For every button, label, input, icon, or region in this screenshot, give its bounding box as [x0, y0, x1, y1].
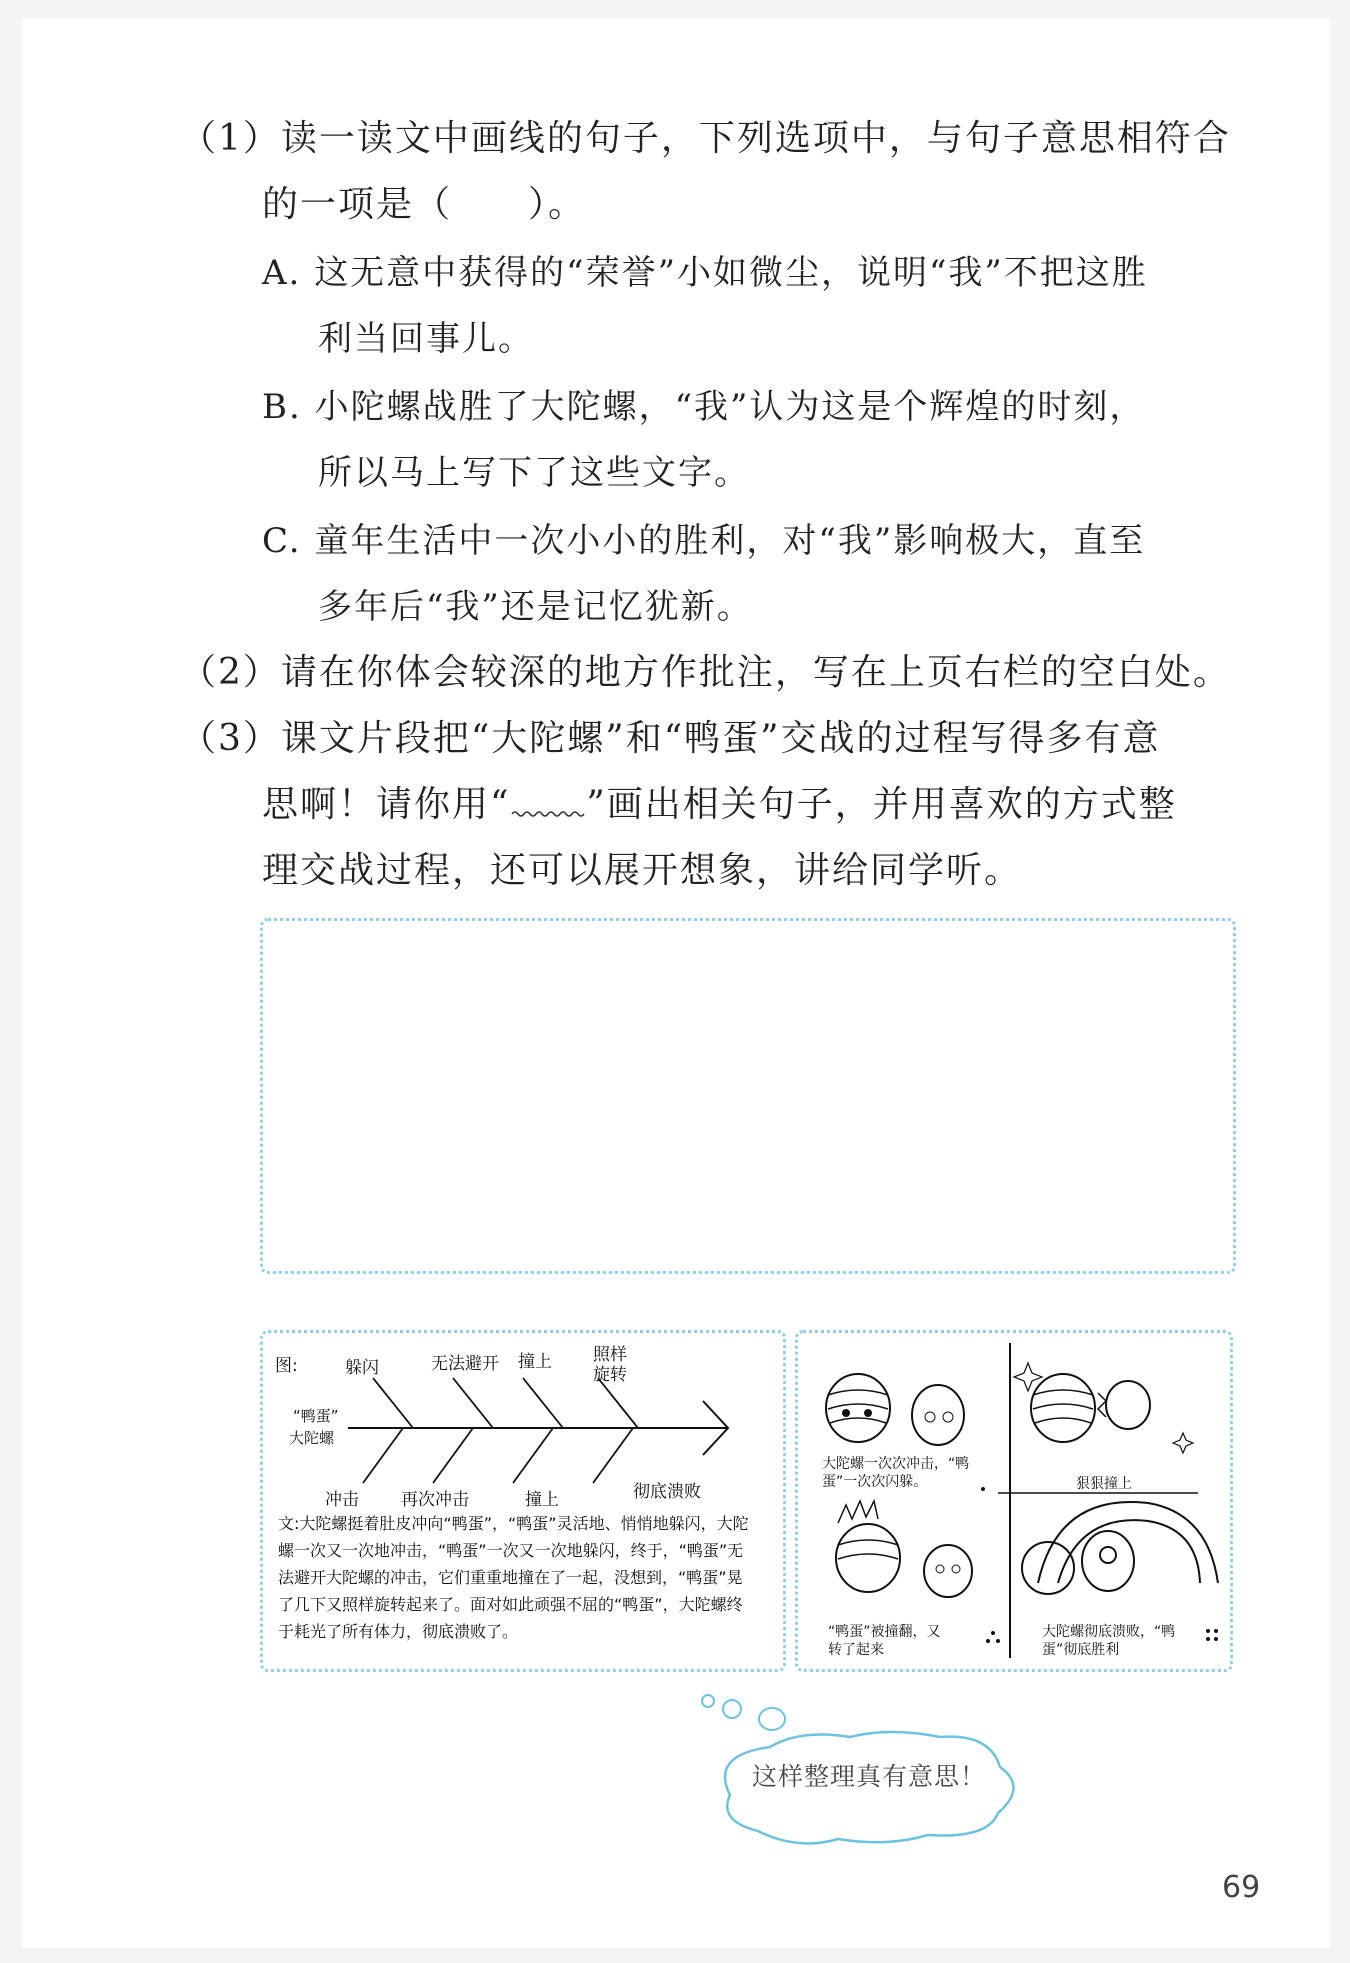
option-c-letter: C. [262, 521, 302, 561]
question-3-text: 课文片段把“大陀螺”和“鸭蛋”交战的过程写得多有意 [280, 718, 1161, 759]
option-c-line2: 多年后“我”还是记忆犹新。 [318, 587, 753, 627]
question-1-line1 [180, 106, 1231, 172]
fishbone-top-2: 无法避开 [431, 1354, 499, 1374]
comic-panels [798, 1333, 1230, 1669]
thought-bubble-text: 这样整理真有意思！ [752, 1762, 987, 1791]
option-a[interactable] [262, 240, 1148, 306]
option-b-text: 小陀螺战胜了大陀螺，“我”认为这是个辉煌的时刻， [314, 387, 1146, 427]
comic-caption-4: 大陀螺彻底溃败，“鸭蛋”彻底胜利 [1042, 1624, 1176, 1658]
question-3 [180, 706, 1161, 772]
fishbone-bottom-3: 撞上 [525, 1490, 559, 1510]
egg-drawing-icon [912, 1385, 964, 1445]
option-a-text: 这无意中获得的“荣誉”小如微尘，说明“我”不把这胜 [314, 253, 1148, 293]
option-c-text: 童年生活中一次小小的胜利，对“我”影响极大，直至 [314, 521, 1146, 561]
option-b-line2: 所以马上写下了这些文字。 [318, 453, 750, 493]
comic-caption-3: “鸭蛋”被撞翻，又转了起来 [828, 1624, 941, 1658]
fishbone-text [278, 1510, 758, 1645]
fishbone-text-body: 大陀螺挺着肚皮冲向“鸭蛋”，“鸭蛋”灵活地、悄悄地躲闪，大陀螺一次又一次地冲击，“鸭蛋”一次又一次地躲闪，终于，“鸭蛋”无法避开大陀螺的冲击，它们重重地撞在了一起，没想到，“鸭蛋”晃了几下又照样旋转起来了。面对如此顽强不屈的“鸭蛋”，大陀螺终于耗光了所有体力，彻底溃败了。 [278, 1514, 749, 1641]
fishbone-head-label-1: “鸭蛋” [293, 1407, 339, 1425]
fishbone-head-label-2: 大陀螺 [289, 1429, 335, 1447]
question-1-number: （1） [180, 118, 281, 159]
fishbone-top-1: 躲闪 [345, 1358, 379, 1378]
question-1-line2: 的一项是（ ）。 [262, 184, 587, 225]
top-drawing-icon [826, 1374, 890, 1442]
option-b-letter: B. [262, 387, 302, 427]
question-2 [180, 640, 1231, 706]
fishbone-top-3: 撞上 [518, 1352, 552, 1372]
fishbone-bottom-4: 彻底溃败 [633, 1482, 701, 1502]
option-c[interactable] [262, 508, 1145, 574]
question-3-line2-b: ”画出相关句子，并用喜欢的方式整 [586, 784, 1177, 825]
fishbone-label: 图: [275, 1356, 298, 1376]
question-3-line2-a: 思啊！请你用“ [262, 784, 511, 825]
page-number: 69 [1222, 1870, 1261, 1905]
question-3-line3: 理交战过程，还可以展开想象，讲给同学听。 [262, 850, 1023, 891]
question-1-text: 读一读文中画线的句子，下列选项中，与句子意思相符合 [280, 118, 1231, 159]
fishbone-bottom-1: 冲击 [325, 1490, 359, 1510]
answer-box[interactable] [260, 918, 1236, 1274]
fishbone-bottom-2: 再次冲击 [401, 1490, 469, 1510]
comic-caption-1: 大陀螺一次次冲击，“鸭蛋”一次次闪躲。 [822, 1456, 970, 1490]
wavy-underline-icon [510, 790, 586, 820]
question-3-number: （3） [180, 718, 281, 759]
question-2-number: （2） [180, 652, 281, 693]
question-2-text: 请在你体会较深的地方作批注，写在上页右栏的空白处。 [280, 652, 1231, 693]
question-3-line2 [262, 772, 1177, 838]
comic-example-box [795, 1330, 1233, 1672]
fishbone-top-4: 照样旋转 [593, 1345, 627, 1385]
option-a-letter: A. [262, 253, 302, 293]
comic-caption-2: 狠狠撞上 [1076, 1476, 1132, 1492]
option-b[interactable] [262, 374, 1145, 440]
fishbone-text-label: 文: [278, 1514, 300, 1533]
option-a-line2: 利当回事儿。 [318, 319, 534, 359]
